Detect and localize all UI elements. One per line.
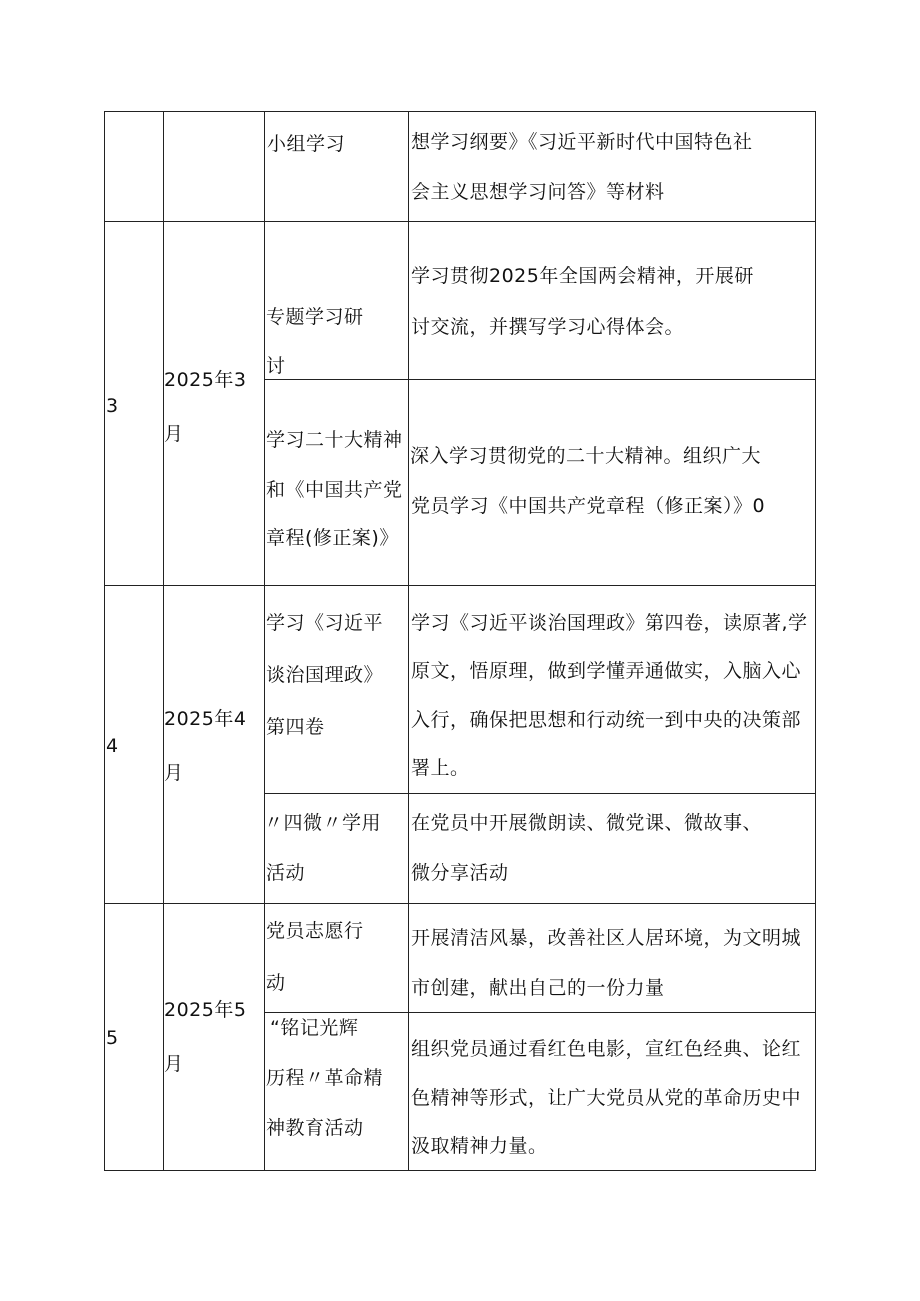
- activity-content: 色精神等形式，让广大党员从党的革命历史中: [411, 1087, 802, 1109]
- activity-title: 动: [266, 972, 286, 994]
- row-divider-3: [104, 903, 816, 904]
- month-label: 2025年3: [164, 369, 247, 391]
- activity-content: 想学习纲要》《习近平新时代中国特色社: [411, 131, 753, 153]
- row-divider-2: [104, 585, 816, 586]
- activity-title: 神教育活动: [266, 1117, 364, 1139]
- subrow-divider-4: [264, 793, 816, 794]
- activity-title: 学习《习近平: [266, 612, 384, 634]
- activity-content: 汲取精神力量。: [411, 1135, 548, 1157]
- activity-title: 第四卷: [266, 716, 325, 738]
- activity-title: 活动: [266, 862, 306, 884]
- month-label: 月: [164, 762, 184, 784]
- month-label: 月: [164, 423, 184, 445]
- activity-title: 〃四微〃学用: [264, 812, 382, 834]
- activity-content: 入行，确保把思想和行动统一到中央的决策部: [411, 709, 802, 731]
- activity-title: 章程(修正案)》: [266, 527, 399, 549]
- activity-content: 在党员中开展微朗读、微党课、微故事、: [411, 812, 763, 834]
- table-border-bottom: [104, 1170, 816, 1171]
- table-border-top: [104, 111, 816, 112]
- activity-content: 组织党员通过看红色电影，宣红色经典、论红: [411, 1038, 802, 1060]
- row-number: 3: [106, 395, 119, 417]
- activity-title: 党员志愿行: [266, 920, 364, 942]
- subrow-divider-5: [264, 1012, 816, 1013]
- activity-title: 和《中国共产党: [266, 479, 403, 501]
- activity-title: 谈治国理政》: [266, 664, 384, 686]
- activity-content: 署上。: [411, 757, 470, 779]
- activity-content: 党员学习《中国共产党章程（修正案）》0: [411, 495, 766, 517]
- activity-title: “铭记光辉: [270, 1017, 359, 1039]
- activity-content: 学习贯彻2025年全国两会精神，开展研: [411, 265, 754, 287]
- activity-title: 讨: [266, 355, 286, 377]
- activity-content: 原文，悟原理，做到学懂弄通做实，入脑入心: [411, 660, 802, 682]
- activity-content: 开展清洁风暴，改善社区人居环境，为文明城: [411, 927, 802, 949]
- activity-title: 专题学习研: [266, 306, 364, 328]
- month-label: 2025年5: [164, 999, 247, 1021]
- month-label: 2025年4: [164, 708, 247, 730]
- activity-content: 深入学习贯彻党的二十大精神。组织广大: [410, 445, 762, 467]
- activity-title: 历程〃革命精: [266, 1067, 384, 1089]
- table-border-left: [104, 111, 105, 1171]
- subrow-divider-3: [264, 379, 816, 380]
- row-number: 5: [106, 1027, 119, 1049]
- activity-title: 学习二十大精神: [266, 429, 403, 451]
- activity-content: 学习《习近平谈治国理政》第四卷，读原著,学: [411, 612, 808, 634]
- activity-title: 小组学习: [267, 133, 346, 155]
- activity-content: 讨交流，并撰写学习心得体会。: [411, 316, 685, 338]
- activity-content: 微分享活动: [411, 862, 509, 884]
- activity-content: 会主义思想学习问答》等材料: [411, 181, 665, 203]
- activity-content: 市创建，献出自己的一份力量: [411, 977, 665, 999]
- row-divider-1: [104, 221, 816, 222]
- month-label: 月: [164, 1053, 184, 1075]
- row-number: 4: [106, 735, 119, 757]
